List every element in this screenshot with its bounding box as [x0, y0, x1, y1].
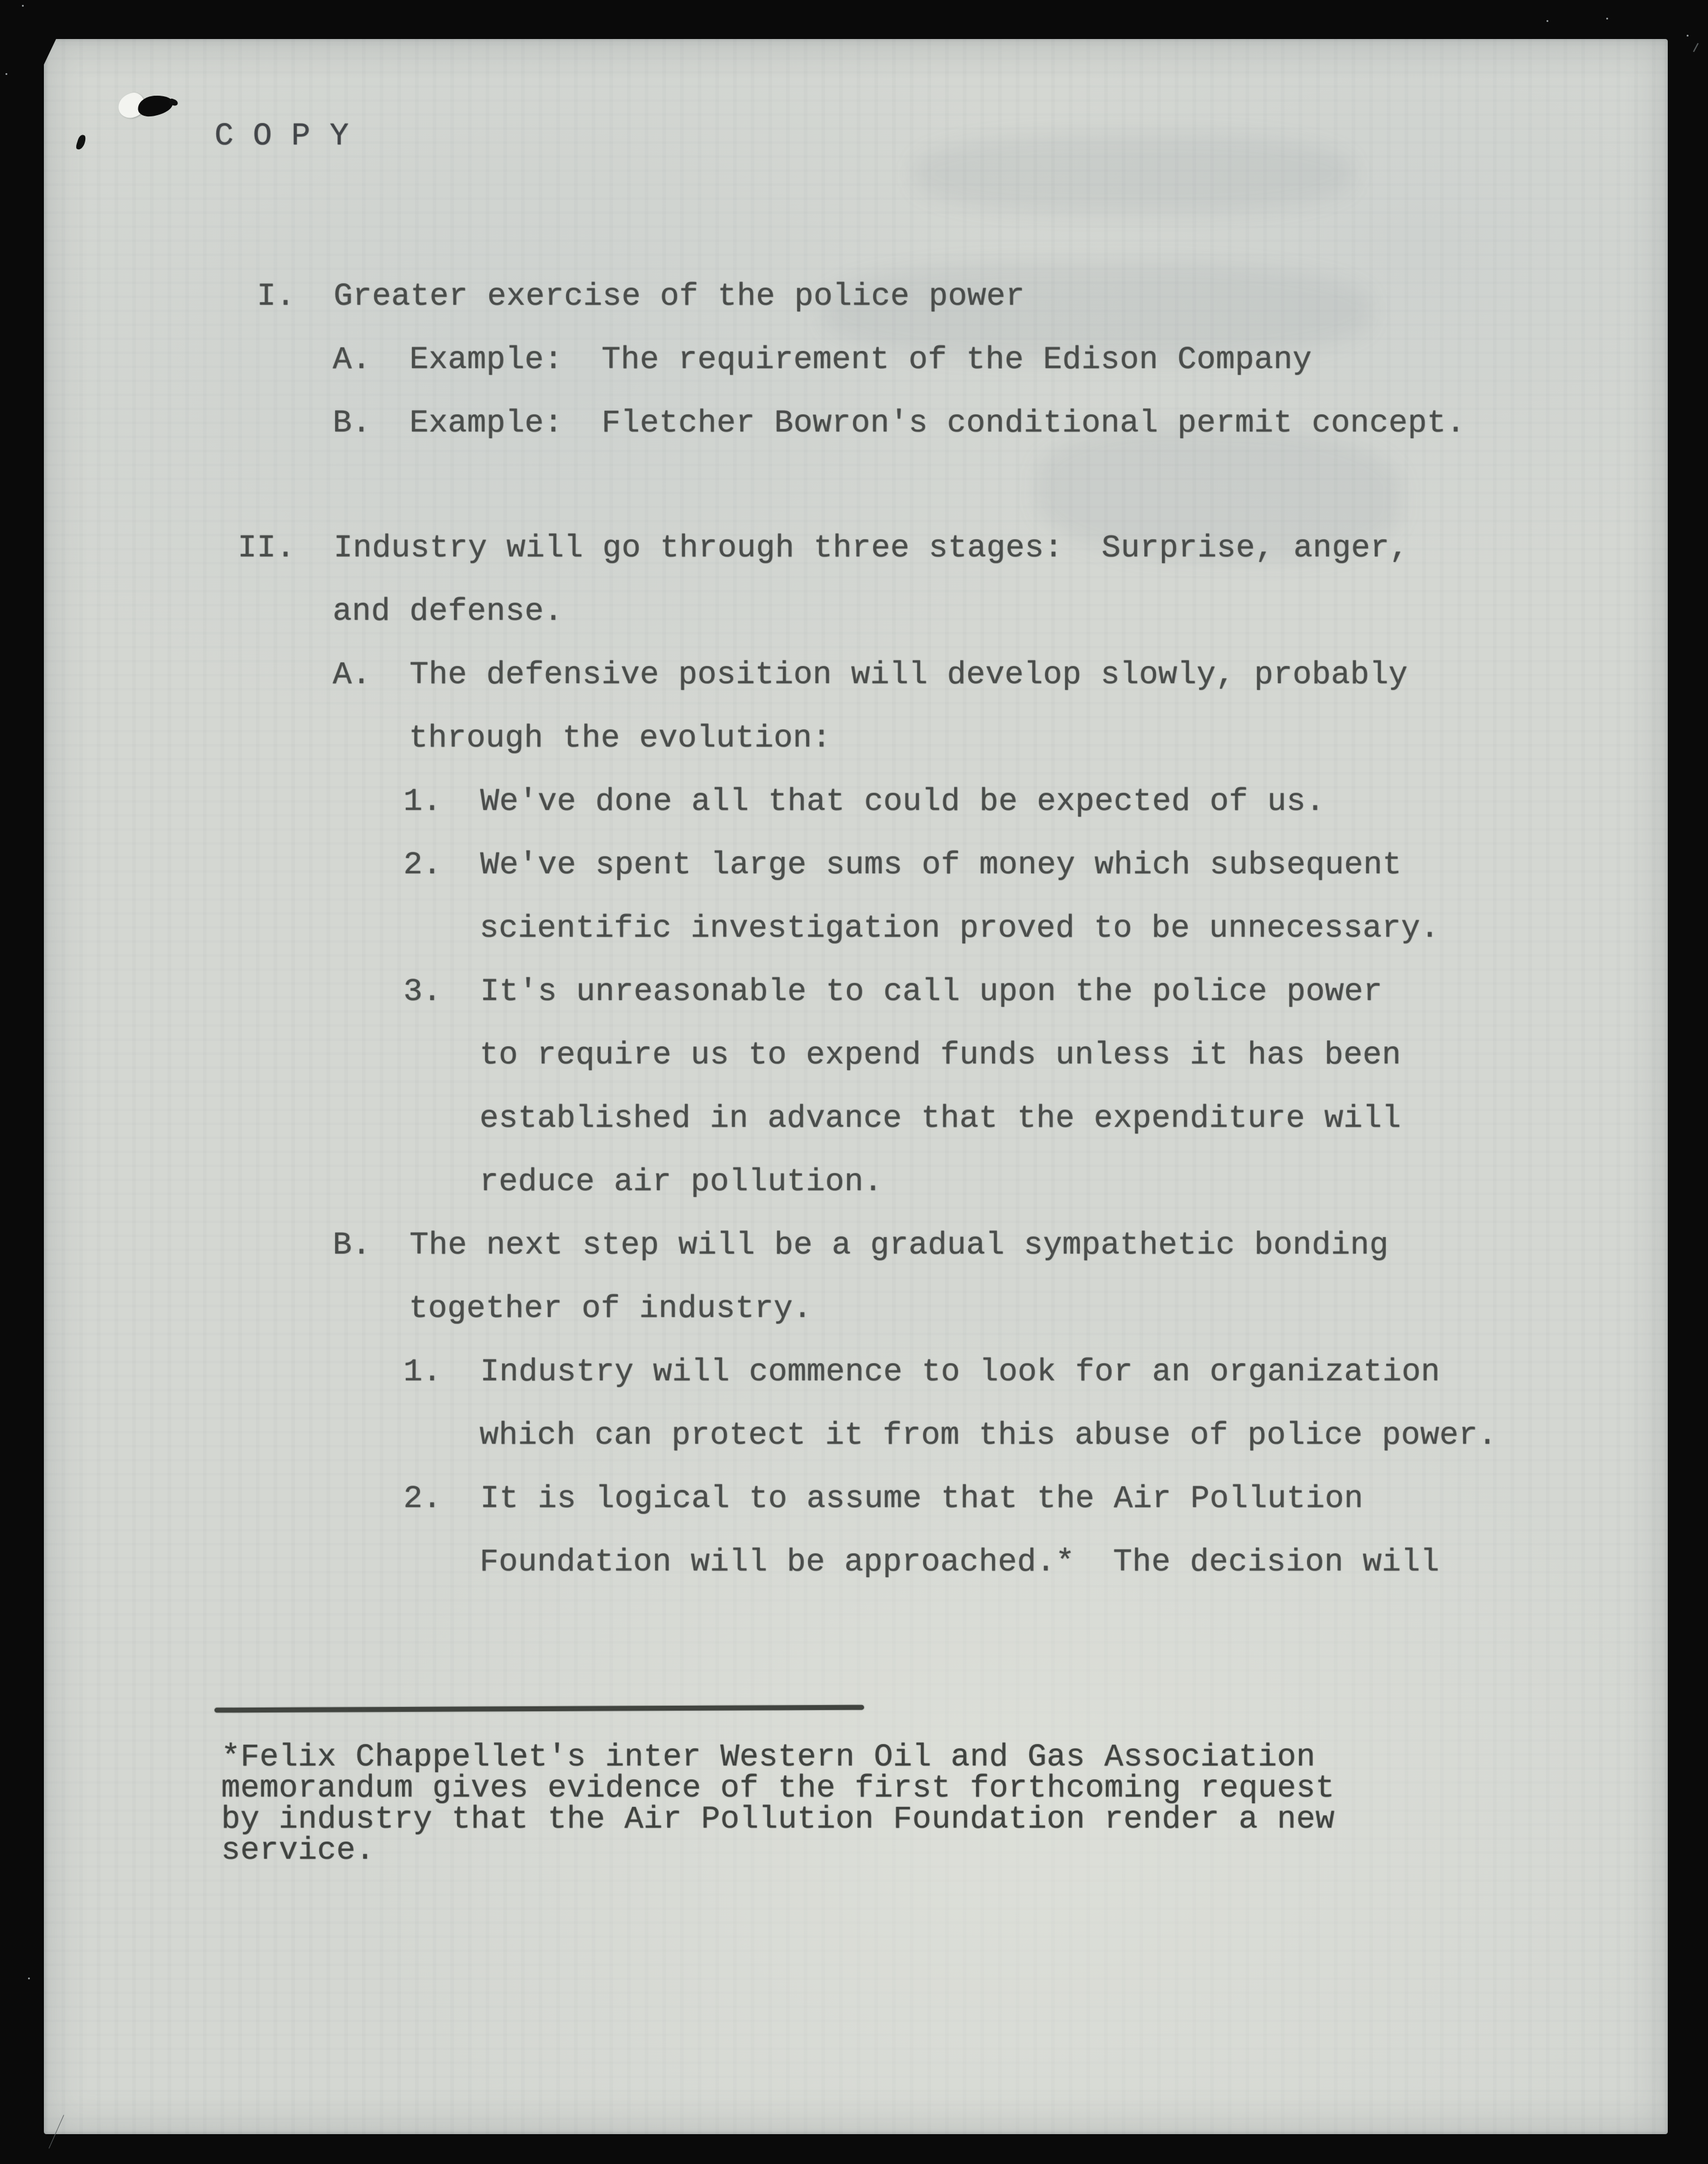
dust-speck	[5, 73, 7, 75]
outline-line-iia3-cont: established in advance that the expenditure will	[480, 1101, 1401, 1137]
outline-line-iib-cont: together of industry.	[409, 1291, 812, 1327]
outline-line-iib1-cont: which can protect it from this abuse of police power.	[480, 1417, 1497, 1453]
scratch-mark	[1693, 43, 1698, 52]
footnote-line: service.	[221, 1832, 375, 1868]
outline-line-iib2-cont: Foundation will be approached.* The decision will	[480, 1544, 1440, 1580]
outline-line-ii: II. Industry will go through three stages: Surprise, anger,	[238, 530, 1409, 566]
copy-stamp: C O P Y	[214, 118, 349, 154]
outline-line-iia2: 2. We've spent large sums of money which subsequent	[403, 847, 1402, 883]
outline-line-ii-cont: and defense.	[333, 594, 564, 630]
dust-speck	[1547, 20, 1548, 22]
outline-line-i: I. Greater exercise of the police power	[238, 278, 1025, 314]
outline-line-iia3-cont: reduce air pollution.	[480, 1164, 883, 1200]
outline-line-ia: A. Example: The requirement of the Edison Company	[333, 342, 1312, 378]
dust-speck	[22, 5, 24, 7]
footnote-line: *Felix Chappellet's inter Western Oil and Gas Association	[221, 1739, 1316, 1775]
outline-line-ib: B. Example: Fletcher Bowron's conditional permit concept.	[333, 405, 1465, 441]
footnote-line: by industry that the Air Pollution Foundation render a new	[221, 1801, 1335, 1837]
outline-line-iia3: 3. It's unreasonable to call upon the police power	[403, 974, 1383, 1010]
outline-line-iib1: 1. Industry will commence to look for an organization	[403, 1354, 1440, 1390]
footnote-line: memorandum gives evidence of the first forthcoming request	[221, 1770, 1335, 1806]
dust-speck	[28, 1978, 30, 1979]
outline-line-iia-cont: through the evolution:	[409, 720, 832, 756]
outline-line-iia1: 1. We've done all that could be expected of us.	[403, 784, 1325, 820]
dust-speck	[1606, 18, 1608, 20]
outline-line-iia: A. The defensive position will develop slowly, probably	[333, 657, 1408, 693]
outline-line-iia2-cont: scientific investigation proved to be unnecessary.	[480, 910, 1440, 946]
outline-line-iib: B. The next step will be a gradual sympathetic bonding	[333, 1227, 1389, 1263]
outline-line-iib2: 2. It is logical to assume that the Air Pollution	[403, 1481, 1364, 1517]
outline-line-iia3-cont: to require us to expend funds unless it has been	[480, 1037, 1401, 1073]
dust-speck	[1687, 35, 1689, 37]
